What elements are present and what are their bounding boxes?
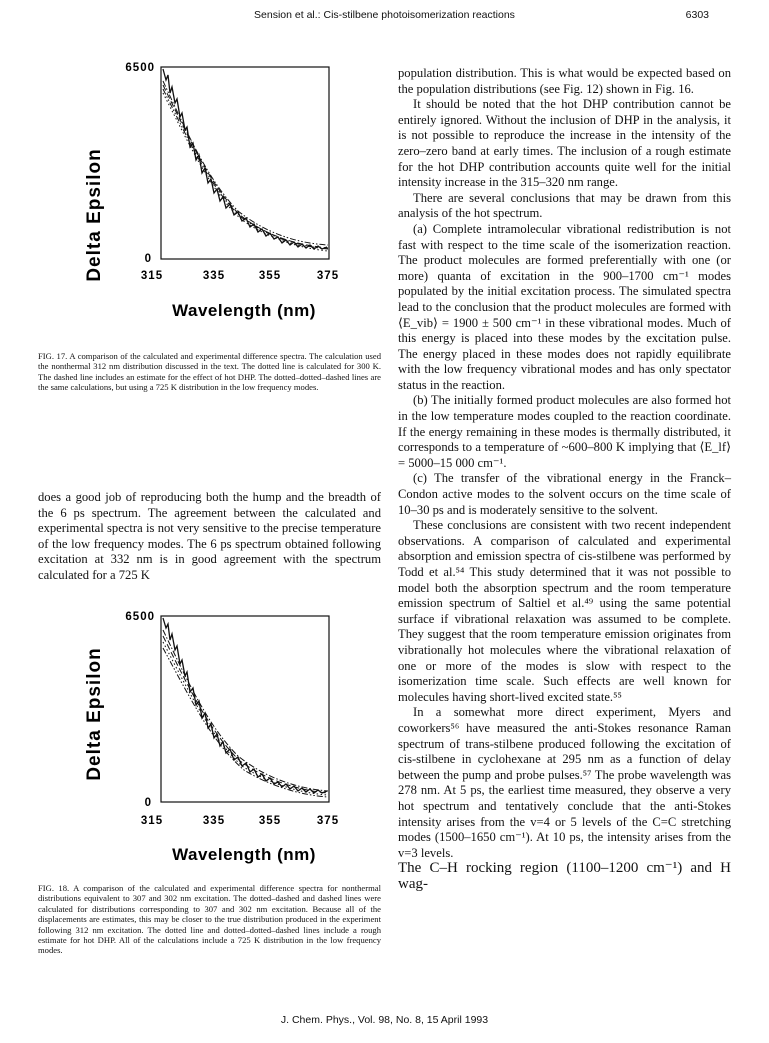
figure-18-plot (60, 606, 360, 866)
x-tick-4: 375 (316, 815, 340, 827)
paragraph-continuation: population distribution. This is what would be expected based on the population distributions (see Fig. 12) shown in Fig. 16. (398, 66, 731, 96)
x-axis-label: Wavelength (nm) (172, 301, 316, 320)
paragraph-conclusion-c: (c) The transfer of the vibrational energy in the Franck–Condon active modes to the solvent occurs on the time scale of 10–30 ps and is moderately sensitive to the solvent. (398, 471, 731, 517)
figure-18-caption: FIG. 18. A comparison of the calculated and experimental difference spectra for nonthermal distributions equivalent to 307 and 302 nm excitation. The dotted–dashed and dashed lines were calculated for distributions corresponding to 307 and 302 nm excitation. Because all of the displacements are estimates, this may be closer to the true distribution produced in the experiment following 312 nm excitation. The dotted line and dotted–dotted–dashed lines include a rough estimate for hot DHP. All of the calculations include a 725 K distribution in the low frequency modes. (38, 883, 381, 956)
running-title: Sension et al.: Cis-stilbene photoisomerization reactions (254, 9, 515, 21)
y-axis-label: Delta Epsilon (84, 148, 105, 282)
calculated-dashed (163, 85, 328, 248)
calculated-dotted (163, 93, 328, 251)
figure-17-caption: FIG. 17. A comparison of the calculated and experimental difference spectra. The calculation used the nonthermal 312 nm distribution discussed in the text. The dotted line is calculated for 300 K. The dashed line includes an estimate for the effect of hot DHP. The dotted–dotted–dashed lines are the same calculations, but using a 725 K distribution in the low frequency modes. (38, 351, 381, 393)
x-tick-3: 355 (258, 815, 282, 827)
experimental-spectrum (163, 618, 327, 793)
paragraph-ch-rocking: The C–H rocking region (1100–1200 cm⁻¹) and H wag- (398, 860, 731, 892)
calculated-dot-dot-dash (163, 648, 328, 797)
right-column-text (398, 66, 731, 892)
paragraph-independent-observations: These conclusions are consistent with two recent independent observations. A comparison of calculated and experimental absorption and emission spectra of cis-stilbene was performed by Todd et al.⁵⁴ This study determined that it was not possible to model both the absorption spectrum and the room temperature emission spectrum of Saltiel et al.⁴⁹ using the same potential surface if vibrational relaxation was assumed to be complete. They suggest that the room temperature emission originates from vibrationally hot molecules where the vibrational relaxation of one or more of the modes is slow with respect to the isomerization time scale. Such effects are well known for molecules having short-lived excited state.⁵⁵ (398, 518, 731, 704)
paragraph-conclusion-a: (a) Complete intramolecular vibrational redistribution is not fast with respect to the time scale of the isomerization reaction. The product molecules are formed preferentially with one (or more) quanta of excitation in the 900–1700 cm⁻¹ modes populated by the initial excitation process. The simulated spectra lead to the conclusion that the product molecules are formed with ⟨E_vib⟩ = 1900 ± 500 cm⁻¹ in these vibrational modes. Much of this energy is placed into these modes by the excitation pulse. The energy placed in these modes does not rapidly equilibrate with the low frequency vibrational modes and has only spectator status in the reaction. (398, 221, 731, 392)
calculated-dotted (163, 642, 328, 795)
calculated-dotted-dashed (163, 630, 328, 791)
y-tick-bottom: 0 (144, 797, 152, 809)
experimental-spectrum (163, 69, 327, 249)
left-column-text (38, 490, 381, 584)
figure-17 (60, 55, 360, 335)
y-tick-top: 6500 (125, 611, 155, 623)
x-tick-4: 375 (316, 270, 340, 282)
x-tick-3: 355 (258, 270, 282, 282)
x-tick-1: 315 (140, 815, 164, 827)
left-paragraph: does a good job of reproducing both the hump and the breadth of the 6 ps spectrum. The agreement between the calculated and experimental spectra is not very sensitive to the precise temperature of the low frequency modes. The 6 ps spectrum obtained following excitation at 332 nm is in good agreement with the spectrum calculated for a 725 K (38, 490, 381, 582)
y-axis-label: Delta Epsilon (84, 647, 105, 781)
paragraph-conclusions-intro: There are several conclusions that may be drawn from this analysis of the hot spectrum. (398, 190, 731, 221)
calculated-dot-dot-dash-2 (163, 89, 328, 249)
calculated-dashed (163, 636, 328, 793)
y-tick-top: 6500 (125, 62, 155, 74)
paragraph-raman-experiment: In a somewhat more direct experiment, Myers and coworkers⁵⁶ have measured the anti-Stokes resonance Raman spectrum of trans-stilbene produced following the excitation of cis-stilbene in cyclohexane at 295 nm as a function of delay between the pump and probe pulses.⁵⁷ The probe wavelength was 278 nm. At 5 ps, the earliest time measured, they observe a very hot spectrum and tentatively conclude that the anti-Stokes intensity arises from the v=4 or 5 levels of the C=C stretching modes (1500–1650 cm⁻¹). At 10 ps, the intensity arises from the v=3 levels. (398, 705, 731, 860)
x-axis-label: Wavelength (nm) (172, 845, 316, 864)
paragraph-conclusion-b: (b) The initially formed product molecules are also formed hot in the low temperature modes coupled to the reaction coordinate. If the energy remaining in these modes is thermally distributed, it corresponds to a temperature of ~600–800 K implying that ⟨E_lf⟩ = 5000–15 000 cm⁻¹. (398, 393, 731, 470)
x-tick-2: 335 (202, 815, 226, 827)
paragraph-hot-dhp: It should be noted that the hot DHP contribution cannot be entirely ignored. Without the inclusion of DHP in the analysis, it is not possible to reproduce the increase in the intensity of the zero–zero band at early times. The inclusion of a rough estimate for the hot DHP contribution accounts quite well for the initial intensity increase in the 315–320 nm range. (398, 97, 731, 190)
figure-17-plot (60, 55, 360, 335)
x-tick-2: 335 (202, 270, 226, 282)
y-tick-bottom: 0 (144, 253, 152, 265)
calculated-dot-dot-dash-1 (163, 81, 328, 245)
plot-frame (161, 616, 329, 802)
x-tick-1: 315 (140, 270, 164, 282)
journal-footer: J. Chem. Phys., Vol. 98, No. 8, 15 April 1993 (280, 1014, 489, 1026)
page-number: 6303 (685, 9, 709, 21)
figure-18 (60, 606, 360, 866)
plot-frame (161, 67, 329, 259)
